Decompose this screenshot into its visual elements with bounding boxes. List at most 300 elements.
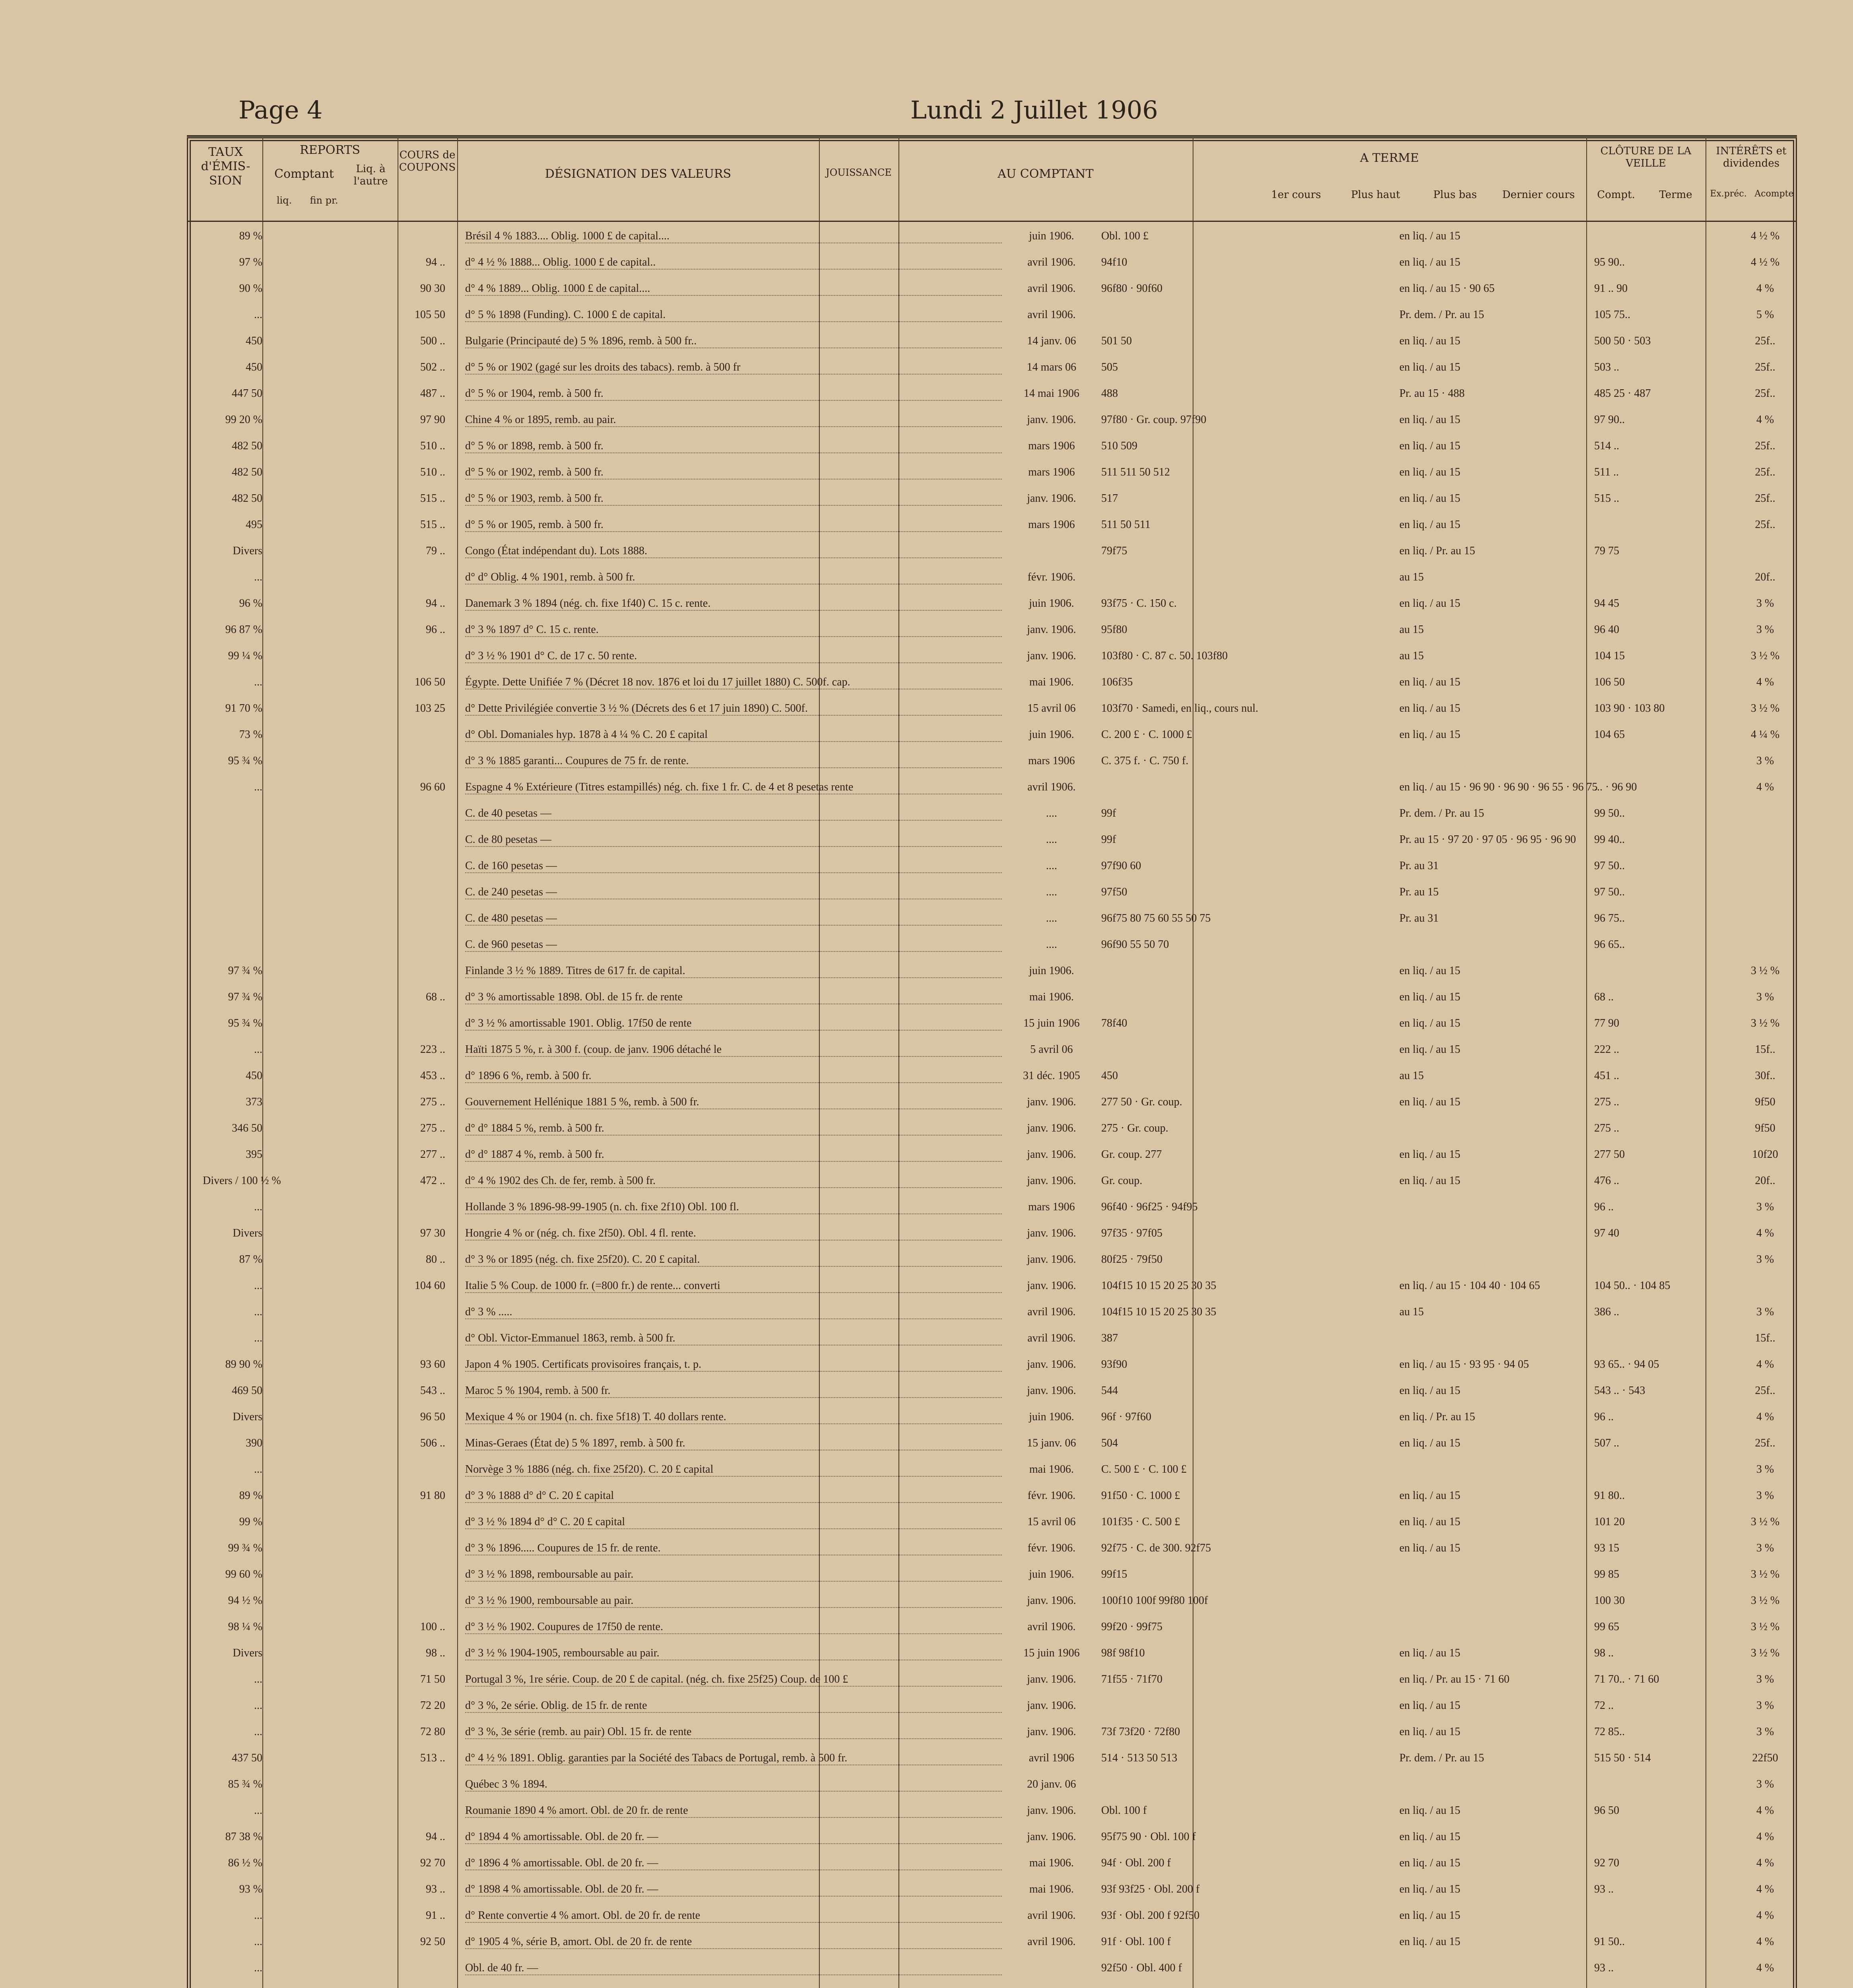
cell-desig: Finlande 3 ½ % 1889. Titres de 617 fr. de capital. xyxy=(465,965,1002,978)
cell-desig: d° Rente convertie 4 % amort. Obl. de 20 fr. de rente xyxy=(465,1909,1002,1923)
cell-cours: 93 60 xyxy=(420,1358,445,1371)
cell-terme: en liq. / au 15 xyxy=(1399,1043,1461,1056)
cell-clot: 72 .. xyxy=(1594,1699,1614,1712)
cell-terme: en liq. / au 15 xyxy=(1399,702,1461,714)
cell-clot: 91 .. 90 xyxy=(1594,282,1628,295)
cell-compt: 71f55 · 71f70 xyxy=(1101,1673,1162,1685)
cell-int: 4 % xyxy=(1756,1936,1774,1948)
cell-clot: 485 25 · 487 xyxy=(1594,387,1651,400)
cell-compt: 103f70 · Samedi, en liq., cours nul. xyxy=(1101,702,1259,714)
cell-cours: 79 .. xyxy=(426,545,445,557)
cell-jouis: févr. 1906. xyxy=(1027,1542,1076,1554)
col-header-taux: TAUX d'ÉMIS-SION xyxy=(201,145,250,188)
cell-terme: en liq. / Pr. au 15 · 71 60 xyxy=(1399,1673,1510,1685)
cell-int: 4 % xyxy=(1756,1909,1774,1922)
cell-cours: 96 .. xyxy=(426,623,445,636)
cell-clot: 106 50 xyxy=(1594,676,1625,688)
cell-jouis: janv. 1906. xyxy=(1027,414,1076,426)
table-row xyxy=(191,1246,1793,1272)
cell-terme: en liq. / Pr. au 15 xyxy=(1399,1411,1475,1423)
cell-clot: 103 90 · 103 80 xyxy=(1594,702,1665,714)
cell-int: 4 % xyxy=(1756,1358,1774,1371)
cell-desig: d° 3 % 1896..... Coupures de 15 fr. de rente. xyxy=(465,1542,1002,1555)
cell-taux: ... xyxy=(254,1962,262,1974)
cell-cours: 72 20 xyxy=(420,1699,445,1712)
table-row xyxy=(191,669,1793,695)
cell-int: 4 % xyxy=(1756,1831,1774,1843)
table-row xyxy=(191,984,1793,1010)
cell-taux: ... xyxy=(254,1673,262,1685)
cell-jouis: févr. 1906. xyxy=(1027,571,1076,583)
cell-taux: ... xyxy=(254,1463,262,1475)
col-header-jouissance: JOUISSANCE xyxy=(826,167,892,178)
col-header-interets: INTÉRÊTS et dividendes xyxy=(1716,145,1787,170)
cell-cours: 453 .. xyxy=(420,1070,445,1082)
cell-cours: 513 .. xyxy=(420,1752,445,1764)
col-header-cloture: CLÔTURE DE LA VEILLE xyxy=(1600,145,1692,170)
cell-taux: ... xyxy=(254,1279,262,1292)
col-header-cloture-compt: Compt. xyxy=(1597,189,1635,201)
cell-int: 4 % xyxy=(1756,414,1774,426)
cell-desig: Hongrie 4 % or (nég. ch. fixe 2f50). Obl. 4 fl. rente. xyxy=(465,1227,1002,1241)
cell-int: 3 % xyxy=(1756,1726,1774,1738)
cell-cours: 94 .. xyxy=(426,256,445,268)
col-header-plus-haut: Plus haut xyxy=(1351,189,1400,201)
cell-desig: d° 4 ½ % 1891. Oblig. garanties par la Société des Tabacs de Portugal, remb. à 500 fr. xyxy=(465,1752,1002,1765)
cell-jouis: janv. 1906. xyxy=(1027,1384,1076,1397)
cell-clot: 71 70.. · 71 60 xyxy=(1594,1673,1659,1685)
cell-desig: d° 4 ½ % 1888... Oblig. 1000 £ de capital.. xyxy=(465,256,1002,270)
table-row xyxy=(191,1613,1793,1640)
cell-desig: d° 3 ½ % 1902. Coupures de 17f50 de rente. xyxy=(465,1621,1002,1634)
cell-int: 3 ½ % xyxy=(1750,1516,1780,1528)
cell-jouis: juin 1906. xyxy=(1029,230,1074,242)
cell-compt: 104f15 10 15 20 25 30 35 xyxy=(1101,1279,1217,1292)
cell-terme: en liq. / au 15 xyxy=(1399,1096,1461,1108)
cell-compt: C. 200 £ · C. 1000 £ xyxy=(1101,728,1192,741)
cell-clot: 72 85.. xyxy=(1594,1726,1625,1738)
cell-compt: 78f40 xyxy=(1101,1017,1127,1029)
cell-desig: Congo (État indépendant du). Lots 1888. xyxy=(465,545,1002,558)
cell-compt: 97f50 xyxy=(1101,886,1127,898)
table-row xyxy=(191,1902,1793,1928)
cell-compt: 505 xyxy=(1101,361,1118,373)
cell-int: 4 % xyxy=(1756,1227,1774,1239)
table-row xyxy=(191,1167,1793,1194)
cell-jouis: janv. 1906. xyxy=(1027,1279,1076,1292)
cell-taux: 482 50 xyxy=(232,466,262,478)
cell-compt: 93f75 · C. 150 c. xyxy=(1101,597,1177,610)
cell-taux: 99 20 % xyxy=(225,414,262,426)
cell-int: 3 % xyxy=(1756,1463,1774,1475)
cell-desig: d° 1905 4 %, série B, amort. Obl. de 20 fr. de rente xyxy=(465,1936,1002,1949)
table-row xyxy=(191,879,1793,905)
table-row xyxy=(191,1535,1793,1561)
cell-clot: 68 .. xyxy=(1594,991,1614,1003)
cell-terme: Pr. dem. / Pr. au 15 xyxy=(1399,1752,1484,1764)
cell-desig: Espagne 4 % Extérieure (Titres estampillés) nég. ch. fixe 1 fr. C. de 4 et 8 pesetas rente xyxy=(465,781,1002,794)
cell-compt: 100f10 100f 99f80 100f xyxy=(1101,1594,1208,1607)
cell-clot: 97 90.. xyxy=(1594,414,1625,426)
cell-clot: 93 15 xyxy=(1594,1542,1619,1554)
cell-clot: 96 75.. xyxy=(1594,912,1625,924)
cell-compt: C. 500 £ · C. 100 £ xyxy=(1101,1463,1187,1475)
cell-clot: 500 50 · 503 xyxy=(1594,335,1651,347)
cell-clot: 104 15 xyxy=(1594,650,1625,662)
table-row xyxy=(191,1115,1793,1141)
cell-desig: d° 3 ½ % 1901 d° C. de 17 c. 50 rente. xyxy=(465,650,1002,663)
cell-compt: 501 50 xyxy=(1101,335,1132,347)
col-header-a-terme: A TERME xyxy=(1360,151,1419,165)
cell-taux: 98 ¼ % xyxy=(228,1621,262,1633)
table-row xyxy=(191,1482,1793,1508)
cell-terme: au 15 xyxy=(1399,1306,1424,1318)
table-row xyxy=(191,1456,1793,1482)
cell-terme: en liq. / au 15 xyxy=(1399,1542,1461,1554)
table-row xyxy=(191,301,1793,328)
cell-compt: 93f 93f25 · Obl. 200 f xyxy=(1101,1883,1200,1895)
cell-compt: 277 50 · Gr. coup. xyxy=(1101,1096,1182,1108)
cell-compt: 96f · 97f60 xyxy=(1101,1411,1151,1423)
cell-int: 4 % xyxy=(1756,1411,1774,1423)
table-row xyxy=(191,223,1793,249)
cell-terme: en liq. / au 15 xyxy=(1399,1699,1461,1712)
table-row xyxy=(191,800,1793,826)
table-row xyxy=(191,1640,1793,1666)
table-row xyxy=(191,774,1793,800)
table-row xyxy=(191,643,1793,669)
cell-clot: 92 70 xyxy=(1594,1857,1619,1869)
cell-jouis: mars 1906 xyxy=(1028,518,1075,531)
col-header-reports-comptant: Comptant xyxy=(274,167,334,181)
cell-taux: 99 ¼ % xyxy=(228,650,262,662)
cell-jouis: mars 1906 xyxy=(1028,755,1075,767)
cell-taux: 450 xyxy=(246,335,262,347)
cell-jouis: juin 1906. xyxy=(1029,1411,1074,1423)
cell-taux: Divers xyxy=(233,1411,262,1423)
table-row xyxy=(191,328,1793,354)
cell-int: 4 % xyxy=(1756,781,1774,793)
cell-jouis: janv. 1906. xyxy=(1027,1122,1076,1134)
cell-compt: 99f xyxy=(1101,807,1116,819)
cell-jouis: juin 1906. xyxy=(1029,1568,1074,1580)
cell-clot: 101 20 xyxy=(1594,1516,1625,1528)
cell-desig: d° 3 ½ % 1904-1905, remboursable au pair. xyxy=(465,1647,1002,1660)
cell-jouis: avril 1906. xyxy=(1027,1621,1076,1633)
table-row xyxy=(191,1718,1793,1745)
table-row xyxy=(191,1850,1793,1876)
cell-taux: 97 ¾ % xyxy=(228,991,262,1003)
cell-int: 5 % xyxy=(1756,309,1774,321)
cell-terme: au 15 xyxy=(1399,571,1424,583)
cell-desig: d° 3 ½ % 1900, remboursable au pair. xyxy=(465,1594,1002,1608)
table-row xyxy=(191,1692,1793,1718)
cell-desig: d° 1894 4 % amortissable. Obl. de 20 fr. — xyxy=(465,1831,1002,1844)
cell-taux: ... xyxy=(254,1909,262,1922)
cell-taux: ... xyxy=(254,781,262,793)
header-rule xyxy=(187,221,1797,222)
col-header-plus-bas: Plus bas xyxy=(1433,189,1477,201)
cell-jouis: .... xyxy=(1046,886,1057,898)
cell-cours: 92 50 xyxy=(420,1936,445,1948)
cell-int: 3 % xyxy=(1756,1542,1774,1554)
cell-taux: 89 % xyxy=(239,1489,262,1502)
cell-clot: 95 90.. xyxy=(1594,256,1625,268)
cell-terme: en liq. / au 15 xyxy=(1399,1883,1461,1895)
cell-taux: 87 38 % xyxy=(225,1831,262,1843)
table-row xyxy=(191,406,1793,433)
cell-taux: ... xyxy=(254,1043,262,1056)
table-row xyxy=(191,354,1793,380)
cell-cours: 543 .. xyxy=(420,1384,445,1397)
cell-jouis: 14 janv. 06 xyxy=(1027,335,1076,347)
cell-taux: Divers xyxy=(233,545,262,557)
cell-terme: en liq. / au 15 xyxy=(1399,1936,1461,1948)
cell-int: 4 ½ % xyxy=(1750,230,1780,242)
cell-desig: Maroc 5 % 1904, remb. à 500 fr. xyxy=(465,1384,1002,1398)
cell-desig: d° d° Oblig. 4 % 1901, remb. à 500 fr. xyxy=(465,571,1002,584)
cell-int: 20f.. xyxy=(1755,1175,1775,1187)
cell-int: 25f.. xyxy=(1755,387,1775,400)
cell-jouis: mai 1906. xyxy=(1029,991,1074,1003)
cell-taux: 495 xyxy=(246,518,262,531)
cell-taux: 90 % xyxy=(239,282,262,295)
cell-cours: 94 .. xyxy=(426,597,445,610)
cell-desig: d° 1898 4 % amortissable. Obl. de 20 fr. — xyxy=(465,1883,1002,1897)
cell-cours: 97 30 xyxy=(420,1227,445,1239)
cell-compt: 97f35 · 97f05 xyxy=(1101,1227,1162,1239)
cell-desig: Bulgarie (Principauté de) 5 % 1896, remb. à 500 fr.. xyxy=(465,335,1002,348)
cell-compt: 95f75 90 · Obl. 100 f xyxy=(1101,1831,1196,1843)
table-row xyxy=(191,957,1793,984)
cell-compt: 106f35 xyxy=(1101,676,1133,688)
cell-taux: ... xyxy=(254,571,262,583)
table-row xyxy=(191,1351,1793,1377)
cell-terme: en liq. / au 15 · 93 95 · 94 05 xyxy=(1399,1358,1529,1371)
cell-cours: 277 .. xyxy=(420,1148,445,1161)
cell-int: 3 % xyxy=(1756,1699,1774,1712)
cell-taux: Divers xyxy=(233,1647,262,1659)
cell-desig: d° 3 % 1897 d° C. 15 c. rente. xyxy=(465,623,1002,637)
cell-int: 25f.. xyxy=(1755,361,1775,373)
cell-jouis: .... xyxy=(1046,860,1057,872)
table-row xyxy=(191,459,1793,485)
table-row xyxy=(191,1771,1793,1797)
cell-taux: 91 70 % xyxy=(225,702,262,714)
cell-taux: 97 ¾ % xyxy=(228,965,262,977)
cell-compt: 97f90 60 xyxy=(1101,860,1141,872)
cell-terme: en liq. / au 15 xyxy=(1399,991,1461,1003)
cell-taux: 95 ¾ % xyxy=(228,1017,262,1029)
cell-int: 3 ½ % xyxy=(1750,965,1780,977)
page-date: Lundi 2 Juillet 1906 xyxy=(910,95,1158,124)
cell-terme: en liq. / au 15 xyxy=(1399,230,1461,242)
cell-jouis: mars 1906 xyxy=(1028,1201,1075,1213)
table-row xyxy=(191,1036,1793,1062)
cell-compt: 91f50 · C. 1000 £ xyxy=(1101,1489,1180,1502)
cell-compt: Gr. coup. 277 xyxy=(1101,1148,1162,1161)
cell-cours: 472 .. xyxy=(420,1175,445,1187)
cell-int: 4 ¼ % xyxy=(1750,728,1780,741)
cell-int: 4 % xyxy=(1756,1883,1774,1895)
cell-compt: 95f80 xyxy=(1101,623,1127,636)
cell-jouis: janv. 1906. xyxy=(1027,1148,1076,1161)
cell-clot: 275 .. xyxy=(1594,1122,1619,1134)
cell-int: 3 % xyxy=(1756,1201,1774,1213)
cell-taux: 447 50 xyxy=(232,387,262,400)
cell-int: 3 % xyxy=(1756,991,1774,1003)
cell-desig: d° Obl. Victor-Emmanuel 1863, remb. à 500 fr. xyxy=(465,1332,1002,1345)
cell-taux: ... xyxy=(254,1306,262,1318)
cell-jouis: avril 1906. xyxy=(1027,256,1076,268)
cell-terme: en liq. / au 15 xyxy=(1399,1804,1461,1817)
cell-terme: en liq. / au 15 xyxy=(1399,1857,1461,1869)
cell-terme: en liq. / au 15 xyxy=(1399,414,1461,426)
cell-compt: 504 xyxy=(1101,1437,1118,1449)
table-row xyxy=(191,1089,1793,1115)
table-row xyxy=(191,1220,1793,1246)
cell-int: 25f.. xyxy=(1755,492,1775,505)
cell-desig: Mexique 4 % or 1904 (n. ch. fixe 5f18) T. 40 dollars rente. xyxy=(465,1411,1002,1424)
cell-jouis: mai 1906. xyxy=(1029,1857,1074,1869)
cell-int: 3 ½ % xyxy=(1750,1594,1780,1607)
cell-jouis: janv. 1906. xyxy=(1027,1096,1076,1108)
cell-jouis: avril 1906. xyxy=(1027,309,1076,321)
securities-table-body xyxy=(191,223,1793,1981)
cell-jouis: mai 1906. xyxy=(1029,676,1074,688)
cell-taux: 469 50 xyxy=(232,1384,262,1397)
cell-clot: 97 50.. xyxy=(1594,886,1625,898)
cell-int: 3 ½ % xyxy=(1750,650,1780,662)
cell-clot: 96 50 xyxy=(1594,1804,1619,1817)
cell-clot: 91 80.. xyxy=(1594,1489,1625,1502)
cell-clot: 97 40 xyxy=(1594,1227,1619,1239)
cell-terme: en liq. / au 15 xyxy=(1399,1647,1461,1659)
col-header-reports-sub1: liq. xyxy=(276,195,292,206)
cell-desig: d° 3 ½ % 1894 d° d° C. 20 £ capital xyxy=(465,1516,1002,1529)
cell-jouis: .... xyxy=(1046,938,1057,951)
cell-desig: d° 5 % or 1904, remb. à 500 fr. xyxy=(465,387,1002,401)
cell-cours: 275 .. xyxy=(420,1096,445,1108)
cell-int: 3 % xyxy=(1756,1253,1774,1266)
cell-taux: 390 xyxy=(246,1437,262,1449)
cell-clot: 93 .. xyxy=(1594,1883,1614,1895)
cell-terme: en liq. / au 15 · 96 90 · 96 90 · 96 55 · 96 75 xyxy=(1399,781,1598,793)
cell-desig: C. de 480 pesetas — xyxy=(465,912,1002,926)
table-row xyxy=(191,905,1793,931)
cell-taux: Divers / 100 ½ % xyxy=(203,1175,281,1187)
cell-desig: Roumanie 1890 4 % amort. Obl. de 20 fr. de rente xyxy=(465,1804,1002,1818)
cell-jouis: avril 1906 xyxy=(1028,1752,1075,1764)
cell-int: 10f20 xyxy=(1752,1148,1778,1161)
cell-desig: d° Obl. Domaniales hyp. 1878 à 4 ¼ % C. 20 £ capital xyxy=(465,728,1002,742)
cell-jouis: mars 1906 xyxy=(1028,440,1075,452)
cell-cours: 515 .. xyxy=(420,518,445,531)
cell-taux: 95 ¾ % xyxy=(228,755,262,767)
cell-compt: 97f80 · Gr. coup. 97f90 xyxy=(1101,414,1207,426)
cell-jouis: janv. 1906. xyxy=(1027,1358,1076,1371)
cell-clot: 99 40.. xyxy=(1594,833,1625,846)
cell-terme: en liq. / au 15 xyxy=(1399,1516,1461,1528)
col-header-cours: COURS de COUPONS xyxy=(399,149,456,174)
cell-taux: 86 ½ % xyxy=(228,1857,262,1869)
cell-clot: 514 .. xyxy=(1594,440,1619,452)
table-row xyxy=(191,1404,1793,1430)
cell-terme: en liq. / au 15 xyxy=(1399,518,1461,531)
cell-compt: 91f · Obl. 100 f xyxy=(1101,1936,1171,1948)
table-row xyxy=(191,590,1793,616)
cell-jouis: janv. 1906. xyxy=(1027,623,1076,636)
cell-jouis: 15 juin 1906 xyxy=(1023,1647,1080,1659)
cell-cours: 510 .. xyxy=(420,440,445,452)
cell-terme: en liq. / au 15 xyxy=(1399,335,1461,347)
col-header-reports: REPORTS xyxy=(300,143,360,157)
cell-taux: ... xyxy=(254,1699,262,1712)
cell-clot: 79 75 xyxy=(1594,545,1619,557)
cell-int: 3 ½ % xyxy=(1750,1017,1780,1029)
cell-cours: 223 .. xyxy=(420,1043,445,1056)
cell-terme: Pr. au 15 · 97 20 · 97 05 · 96 95 · 96 90 xyxy=(1399,833,1576,846)
cell-compt: 99f20 · 99f75 xyxy=(1101,1621,1162,1633)
cell-terme: en liq. / au 15 xyxy=(1399,1831,1461,1843)
table-row xyxy=(191,1062,1793,1089)
table-row xyxy=(191,1430,1793,1456)
cell-compt: 514 · 513 50 513 xyxy=(1101,1752,1178,1764)
cell-cours: 72 80 xyxy=(420,1726,445,1738)
cell-compt: 96f75 80 75 60 55 50 75 xyxy=(1101,912,1211,924)
cell-desig: d° 3 % or 1895 (nég. ch. fixe 25f20). C. 20 £ capital. xyxy=(465,1253,1002,1267)
cell-int: 22f50 xyxy=(1752,1752,1778,1764)
cell-cours: 103 25 xyxy=(415,702,445,714)
cell-compt: 98f 98f10 xyxy=(1101,1647,1145,1659)
cell-jouis: .... xyxy=(1046,912,1057,924)
cell-desig: d° 4 % 1889... Oblig. 1000 £ de capital.... xyxy=(465,282,1002,296)
table-row xyxy=(191,747,1793,774)
cell-jouis: 20 janv. 06 xyxy=(1027,1778,1076,1790)
table-row xyxy=(191,1666,1793,1692)
cell-compt: 73f 73f20 · 72f80 xyxy=(1101,1726,1180,1738)
cell-terme: en liq. / au 15 · 90 65 xyxy=(1399,282,1495,295)
table-row xyxy=(191,695,1793,721)
cell-compt: 103f80 · C. 87 c. 50. 103f80 xyxy=(1101,650,1228,662)
cell-int: 3 % xyxy=(1756,755,1774,767)
table-row xyxy=(191,1141,1793,1167)
cell-taux: 96 % xyxy=(239,597,262,610)
cell-taux: 85 ¾ % xyxy=(228,1778,262,1790)
cell-compt: 94f · Obl. 200 f xyxy=(1101,1857,1171,1869)
cell-desig: d° d° 1884 5 %, remb. à 500 fr. xyxy=(465,1122,1002,1136)
cell-desig: d° 3 % 1885 garanti... Coupures de 75 fr. de rente. xyxy=(465,755,1002,768)
cell-compt: 99f15 xyxy=(1101,1568,1127,1580)
cell-cours: 93 .. xyxy=(426,1883,445,1895)
cell-desig: Chine 4 % or 1895, remb. au pair. xyxy=(465,414,1002,427)
cell-cours: 515 .. xyxy=(420,492,445,505)
cell-cours: 502 .. xyxy=(420,361,445,373)
cell-clot: 543 .. · 543 xyxy=(1594,1384,1645,1397)
table-row xyxy=(191,538,1793,564)
cell-taux: 87 % xyxy=(239,1253,262,1266)
cell-terme: en liq. / au 15 xyxy=(1399,466,1461,478)
cell-cours: 68 .. xyxy=(426,991,445,1003)
cell-cours: 510 .. xyxy=(420,466,445,478)
cell-jouis: janv. 1906. xyxy=(1027,1175,1076,1187)
cell-cours: 98 .. xyxy=(426,1647,445,1659)
cell-int: 3 % xyxy=(1756,1778,1774,1790)
cell-int: 4 % xyxy=(1756,676,1774,688)
cell-terme: en liq. / au 15 xyxy=(1399,1175,1461,1187)
cell-taux: ... xyxy=(254,676,262,688)
cell-cours: 500 .. xyxy=(420,335,445,347)
